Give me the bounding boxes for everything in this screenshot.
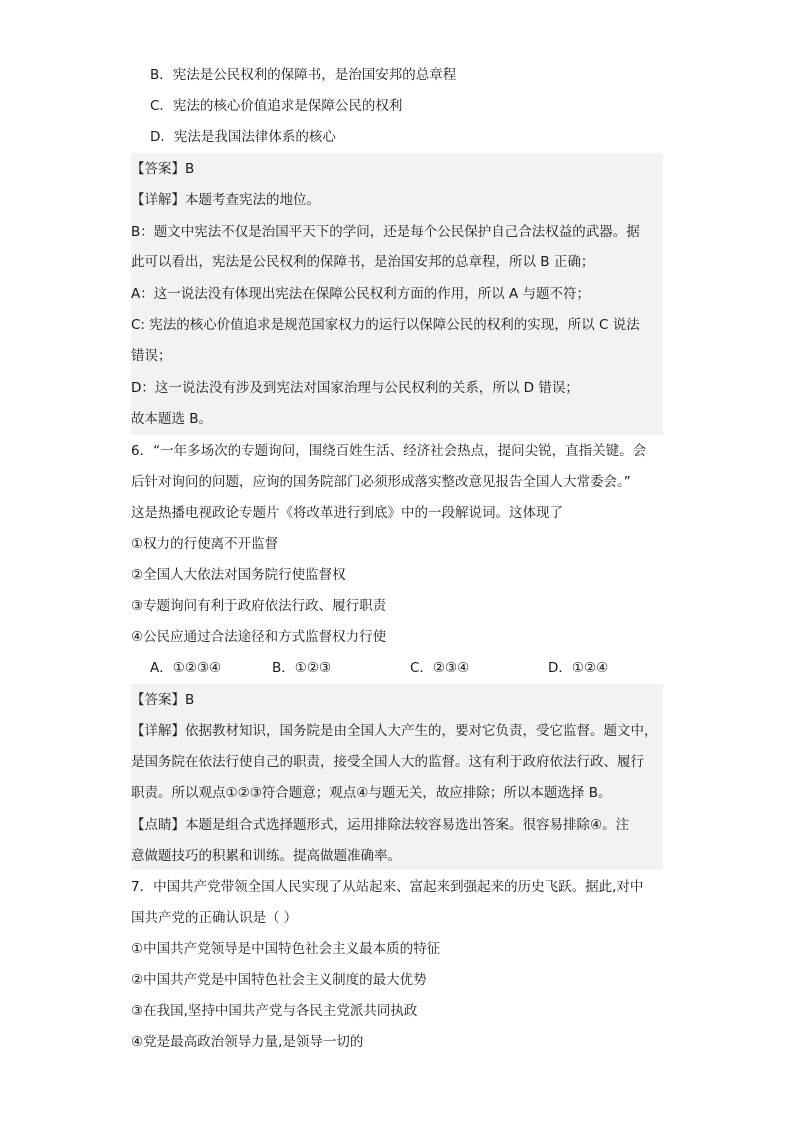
q6-choice-d: D．①②④ (548, 660, 609, 676)
q6-statement: ④公民应通过合法途径和方式监督权力行使 (131, 629, 387, 645)
q6-statement: ③专题询问有利于政府依法行政、履行职责 (131, 598, 387, 614)
q6-stem-line: 这是热播电视政论专题片《将改革进行到底》中的一段解说词。这体现了 (131, 505, 563, 521)
q6-statement: ①权力的行使离不开监督 (131, 536, 279, 552)
q5-option-b: B．宪法是公民权利的保障书，是治国安邦的总章程 (150, 67, 457, 83)
q7-statement: ②中国共产党是中国特色社会主义制度的最大优势 (131, 972, 427, 988)
q7-statement: ④党是最高政治领导力量,是领导一切的 (131, 1034, 364, 1050)
q5-analysis-line: B：题文中宪法不仅是治国平天下的学问，还是每个公民保护自己合法权益的武器。据 (131, 224, 640, 240)
q5-analysis-line: D：这一说法没有涉及到宪法对国家治理与公民权利的关系，所以 D 错误； (131, 380, 579, 396)
q5-option-d: D．宪法是我国法律体系的核心 (150, 129, 336, 145)
q5-analysis-line: 【详解】本题考查宪法的地位。 (131, 192, 320, 208)
q7-stem-line: 国共产党的正确认识是（ ） (131, 910, 298, 926)
q6-stem-line: 6．“一年多场次的专题询问，围绕百姓生活、经济社会热点，提问尖锐，直指关键。会 (131, 443, 647, 459)
q5-analysis-line: A：这一说法没有体现出宪法在保障公民权利方面的作用，所以 A 与题不符； (131, 286, 591, 302)
q5-analysis-line: 故本题选 B。 (131, 411, 213, 427)
q6-choice-c: C．②③④ (410, 660, 470, 676)
q6-analysis-line: 【点睛】本题是组合式选择题形式，运用排除法较容易选出答案。很容易排除④。注 (131, 817, 630, 833)
q5-option-c: C．宪法的核心价值追求是保障公民的权利 (150, 98, 403, 114)
q7-statement: ①中国共产党领导是中国特色社会主义最本质的特征 (131, 941, 441, 957)
q6-answer: 【答案】B (131, 692, 195, 708)
q5-answer: 【答案】B (131, 161, 195, 177)
q6-analysis-line: 是国务院在依法行使自己的职责，接受全国人大的监督。这有利于政府依法行政、履行 (131, 754, 644, 770)
q5-analysis-line: 错误； (131, 348, 172, 364)
q7-statement: ③在我国,坚持中国共产党与各民主党派共同执政 (131, 1003, 418, 1019)
q5-analysis-line: 此可以看出，宪法是公民权利的保障书，是治国安邦的总章程，所以 B 正确； (131, 254, 595, 270)
q6-analysis-line: 职责。所以观点①②③符合题意；观点④与题无关，故应排除；所以本题选择 B。 (131, 785, 612, 801)
q6-analysis-line: 【详解】依据教材知识，国务院是由全国人大产生的，要对它负责，受它监督。题文中， (131, 723, 658, 739)
q6-choice-a: A．①②③④ (150, 660, 222, 676)
q6-choice-b: B．①②③ (272, 660, 332, 676)
q6-statement: ②全国人大依法对国务院行使监督权 (131, 567, 346, 583)
q5-analysis-line: C: 宪法的核心价值追求是规范国家权力的运行以保障公民的权利的实现，所以 C 说法 (131, 317, 640, 333)
q7-stem-line: 7．中国共产党带领全国人民实现了从站起来、富起来到强起来的历史飞跃。据此,对中 (131, 879, 644, 895)
q6-stem-line: 后针对询问的问题，应询的国务院部门必须形成落实整改意见报告全国人大常委会。” (131, 474, 631, 490)
q6-analysis-line: 意做题技巧的积累和训练。提高做题准确率。 (131, 848, 401, 864)
